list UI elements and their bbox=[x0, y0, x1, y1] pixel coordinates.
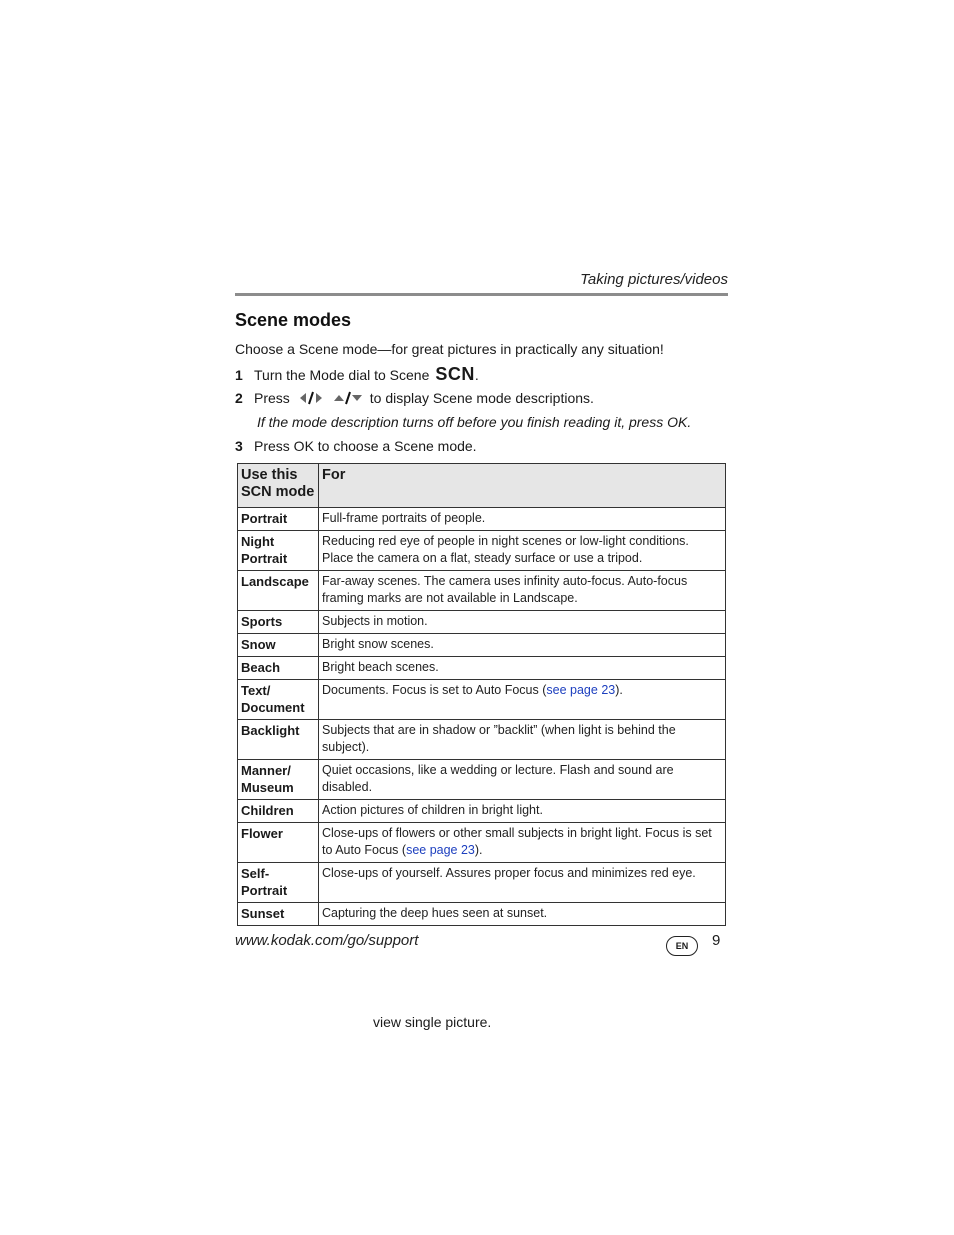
page-reference-link[interactable]: see page 23 bbox=[406, 843, 475, 857]
page-title: Scene modes bbox=[235, 310, 352, 330]
mode-description-cell bbox=[319, 571, 726, 611]
table-row bbox=[238, 508, 726, 531]
mode-description-cell bbox=[319, 720, 726, 760]
page-reference-link[interactable]: see page 23 bbox=[546, 683, 616, 697]
header-rule bbox=[235, 293, 728, 296]
description-text: Full-frame portraits of people. bbox=[322, 511, 486, 525]
table-row bbox=[238, 571, 726, 611]
scene-mode-table bbox=[237, 463, 726, 926]
mode-name-cell: Self-Portrait bbox=[238, 863, 319, 903]
table-row bbox=[238, 800, 726, 823]
step-number: 2 bbox=[235, 390, 243, 406]
intro-text: Choose a Scene mode—for great pictures in practically any situation! bbox=[235, 341, 664, 357]
description-text: Subjects in motion. bbox=[322, 614, 428, 628]
mode-name-cell: Backlight bbox=[238, 720, 319, 760]
header-mode: Use this SCN mode bbox=[238, 464, 319, 508]
description-text: Action pictures of children in bright light. bbox=[322, 803, 543, 817]
step-text: to display Scene mode descriptions. bbox=[369, 390, 594, 406]
mode-description-cell bbox=[319, 611, 726, 634]
mode-description-cell bbox=[319, 634, 726, 657]
table-row bbox=[238, 611, 726, 634]
table-header-row bbox=[238, 464, 726, 508]
table-row bbox=[238, 903, 726, 926]
language-badge: EN bbox=[666, 936, 698, 956]
table-row bbox=[238, 720, 726, 760]
step-2 bbox=[235, 390, 594, 406]
description-text: Subjects that are in shadow or ”backlit” (when light is behind the subject). bbox=[322, 723, 676, 754]
step-number: 1 bbox=[235, 366, 243, 383]
step-prefix: Press bbox=[254, 390, 290, 406]
description-text: Documents. Focus is set to Auto Focus ( bbox=[322, 683, 547, 697]
mode-description-cell bbox=[319, 680, 726, 720]
step-suffix: . bbox=[474, 366, 479, 383]
step-number: 3 bbox=[235, 438, 243, 454]
description-text: Capturing the deep hues seen at sunset. bbox=[322, 906, 548, 920]
description-text: Bright snow scenes. bbox=[322, 637, 434, 651]
mode-name-cell: Sports bbox=[238, 611, 319, 634]
table-row bbox=[238, 657, 726, 680]
mode-description-cell bbox=[319, 531, 726, 571]
mode-description-cell bbox=[319, 657, 726, 680]
description-suffix: ). bbox=[615, 683, 623, 697]
table-row bbox=[238, 823, 726, 863]
up-down-arrows-icon bbox=[332, 391, 364, 405]
mode-description-cell bbox=[319, 903, 726, 926]
description-text: Far-away scenes. The camera uses infinity auto-focus. Auto-focus framing marks are not available in Landscape. bbox=[322, 574, 688, 605]
table-row bbox=[238, 531, 726, 571]
running-header: Taking pictures/videos bbox=[580, 271, 728, 288]
mode-description-cell bbox=[319, 508, 726, 531]
description-suffix: ). bbox=[474, 843, 483, 857]
table-body bbox=[238, 508, 726, 926]
table-row bbox=[238, 863, 726, 903]
table-row bbox=[238, 760, 726, 800]
description-text: Close-ups of yourself. Assures proper focus and minimizes red eye. bbox=[322, 866, 696, 880]
mode-description-cell bbox=[319, 863, 726, 903]
scn-mode-icon: SCN bbox=[435, 364, 475, 384]
step-text: Turn the Mode dial to Scene bbox=[254, 366, 430, 383]
step-1 bbox=[235, 364, 479, 385]
mode-name-cell: Portrait bbox=[238, 508, 319, 531]
mode-name-cell: Sunset bbox=[238, 903, 319, 926]
description-text: Close-ups of flowers or other small subjects in bright light. Focus is set to Auto Focus ( bbox=[322, 826, 712, 857]
step-3 bbox=[235, 438, 477, 454]
step-2-note: If the mode description turns off before you finish reading it, press OK. bbox=[257, 414, 692, 430]
stray-text: view single picture. bbox=[373, 1014, 492, 1030]
mode-description-cell bbox=[319, 823, 726, 863]
table-row bbox=[238, 680, 726, 720]
mode-name-cell: Beach bbox=[238, 657, 319, 680]
mode-name-cell: Snow bbox=[238, 634, 319, 657]
description-text: Quiet occasions, like a wedding or lecture. Flash and sound are disabled. bbox=[322, 763, 674, 794]
mode-name-cell: Landscape bbox=[238, 571, 319, 611]
mode-description-cell bbox=[319, 800, 726, 823]
mode-name-cell: Children bbox=[238, 800, 319, 823]
mode-description-cell bbox=[319, 760, 726, 800]
step-text: Press OK to choose a Scene mode. bbox=[254, 438, 477, 454]
table-row bbox=[238, 634, 726, 657]
description-text: Reducing red eye of people in night scenes or low-light conditions. Place the camera on a flat, steady surface or use a tripod. bbox=[322, 534, 689, 565]
mode-name-cell: Text/ Document bbox=[238, 680, 319, 720]
description-text: Bright beach scenes. bbox=[322, 660, 439, 674]
mode-name-cell: Manner/ Museum bbox=[238, 760, 319, 800]
page-number: 9 bbox=[712, 932, 721, 949]
mode-name-cell: Night Portrait bbox=[238, 531, 319, 571]
header-for: For bbox=[319, 464, 726, 508]
left-right-arrows-icon bbox=[298, 391, 324, 405]
mode-name-cell: Flower bbox=[238, 823, 319, 863]
support-url[interactable]: www.kodak.com/go/support bbox=[235, 932, 419, 949]
